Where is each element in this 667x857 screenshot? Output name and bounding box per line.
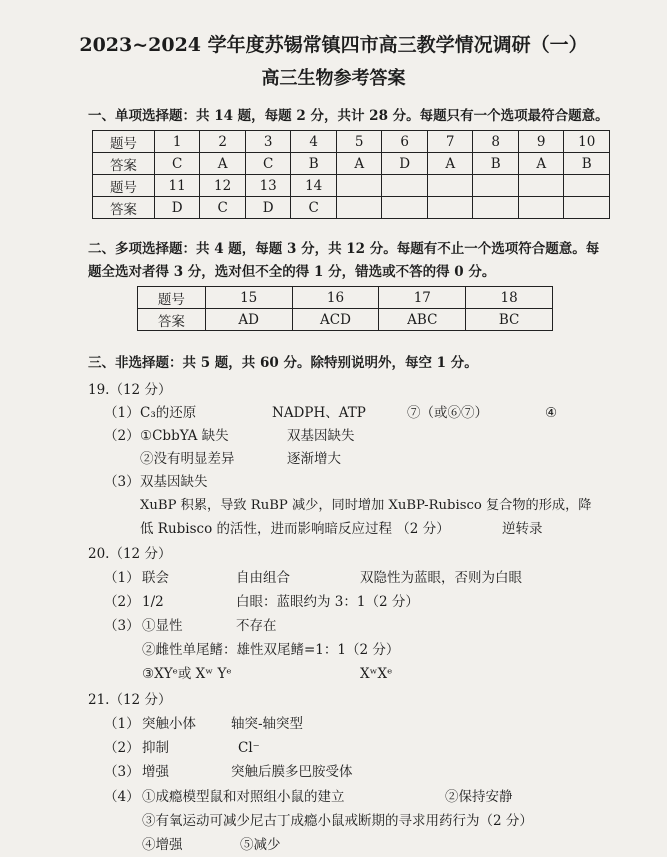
- question-number: 11: [154, 175, 200, 197]
- q19-part3-answer: XuBP 积累，导致 RuBP 减少，同时增加 XuBP-Rubisco 复合物的形成，降: [140, 498, 592, 513]
- q20-title: 20.（12 分）: [88, 546, 172, 562]
- section3-heading: 三、非选择题：共 5 题，共 60 分。除特别说明外，每空 1 分。: [88, 355, 478, 371]
- answer-cell: B: [473, 153, 519, 175]
- question-number: 7: [427, 131, 473, 153]
- answer-cell: A: [200, 153, 246, 175]
- answer-cell: C: [154, 153, 200, 175]
- question-number: [382, 175, 428, 197]
- q20-part2-answer: 白眼：蓝眼约为 3：1（2 分）: [236, 594, 419, 610]
- answer-cell: [382, 197, 428, 219]
- answer-cell: [427, 197, 473, 219]
- q20-part2-answer: 1/2: [142, 594, 164, 610]
- q19-part2-answer: 双基因缺失: [287, 428, 355, 444]
- table-row: [93, 131, 610, 153]
- q21-part1-answer: 轴突-轴突型: [231, 716, 304, 732]
- q20-part2-number: （2）: [104, 594, 140, 610]
- q20-part1-answer: 联会: [142, 570, 169, 586]
- question-number: 16: [292, 287, 379, 309]
- answer-cell: [336, 197, 382, 219]
- table-row: [138, 287, 553, 309]
- row-label: 题号: [93, 175, 155, 197]
- q19-part1-answer: C₃的还原: [140, 405, 197, 421]
- answer-cell: [518, 197, 564, 219]
- q21-part2-number: （2）: [104, 740, 140, 756]
- q21-part3-answer: 突触后膜多巴胺受体: [231, 764, 353, 780]
- answer-cell: D: [154, 197, 200, 219]
- q20-part3-answer: XʷXᵉ: [360, 666, 393, 682]
- question-number: 4: [291, 131, 337, 153]
- question-number: [336, 175, 382, 197]
- document-title: 2023~2024 学年度苏锡常镇四市高三教学情况调研（一）: [79, 34, 588, 56]
- section2-heading-line2: 题全选对者得 3 分，选对但不全的得 1 分，错选或不答的得 0 分。: [88, 264, 496, 280]
- q21-part4-answer: ③有氧运动可减少尼古丁成瘾小鼠戒断期的寻求用药行为（2 分）: [142, 813, 533, 829]
- q21-part4-answer: ②保持安静: [445, 789, 513, 805]
- answer-cell: B: [564, 153, 610, 175]
- question-number: 9: [518, 131, 564, 153]
- q19-part2-answer: ①CbbYA 缺失: [140, 428, 229, 444]
- question-number: 15: [205, 287, 292, 309]
- q21-part2-answer: Cl⁻: [238, 740, 260, 756]
- table-row: [138, 309, 553, 331]
- table-row: [93, 153, 610, 175]
- q20-part3-answer: ②雌性单尾鳍：雄性双尾鳍=1：1（2 分）: [142, 642, 400, 658]
- q20-part3-answer: 不存在: [236, 618, 277, 634]
- answer-cell: C: [291, 197, 337, 219]
- row-label: 答案: [93, 197, 155, 219]
- q21-part1-number: （1）: [104, 716, 140, 732]
- answer-cell: B: [291, 153, 337, 175]
- document-subtitle: 高三生物参考答案: [261, 68, 406, 89]
- answer-cell: [473, 197, 519, 219]
- q21-part1-answer: 突触小体: [142, 716, 196, 732]
- question-number: 10: [564, 131, 610, 153]
- answer-cell: AD: [205, 309, 292, 331]
- answer-cell: D: [245, 197, 291, 219]
- answer-cell: ACD: [292, 309, 379, 331]
- table-row: [93, 197, 610, 219]
- section1-heading: 一、单项选择题：共 14 题，每题 2 分，共计 28 分。每题只有一个选项最符合题意。: [88, 108, 609, 124]
- answer-cell: ABC: [379, 309, 466, 331]
- q20-part1-answer: 双隐性为蓝眼，否则为白眼: [360, 570, 522, 586]
- question-number: 6: [382, 131, 428, 153]
- q19-part1-number: （1）: [104, 405, 140, 421]
- answer-cell: A: [518, 153, 564, 175]
- question-number: 12: [200, 175, 246, 197]
- q21-title: 21.（12 分）: [88, 692, 172, 708]
- q19-part2-number: （2）: [104, 428, 140, 444]
- q21-part4-answer: ①成瘾模型鼠和对照组小鼠的建立: [142, 789, 345, 805]
- q19-part1-answer: ④: [545, 405, 558, 421]
- answer-cell: BC: [466, 309, 553, 331]
- question-number: 5: [336, 131, 382, 153]
- question-number: [473, 175, 519, 197]
- question-number: [518, 175, 564, 197]
- q19-part2-answer: ②没有明显差异: [140, 451, 235, 467]
- row-label: 答案: [93, 153, 155, 175]
- q20-part3-number: （3）: [104, 618, 140, 634]
- answer-cell: [564, 197, 610, 219]
- q19-part2-answer: 逐渐增大: [287, 451, 341, 467]
- answer-cell: D: [382, 153, 428, 175]
- question-number: 13: [245, 175, 291, 197]
- q19-part3-number: （3）: [104, 474, 140, 490]
- q19-part1-answer: ⑦（或⑥⑦）: [407, 405, 488, 421]
- question-number: [427, 175, 473, 197]
- multi-choice-table: [137, 286, 553, 331]
- q20-part3-answer: ①显性: [142, 618, 183, 634]
- q19-part3-answer: 双基因缺失: [140, 474, 208, 490]
- row-label: 答案: [138, 309, 206, 331]
- q20-part1-answer: 自由组合: [236, 570, 290, 586]
- question-number: 3: [245, 131, 291, 153]
- q19-part3-answer: 低 Rubisco 的活性，进而影响暗反应过程 （2 分）: [140, 521, 450, 537]
- q19-title: 19.（12 分）: [88, 382, 172, 398]
- q20-part3-answer: ③XYᵉ或 Xʷ Yᵉ: [142, 666, 232, 682]
- single-choice-table: [92, 130, 610, 219]
- question-number: 8: [473, 131, 519, 153]
- question-number: 1: [154, 131, 200, 153]
- table-row: [93, 175, 610, 197]
- row-label: 题号: [138, 287, 206, 309]
- q21-part4-answer: ⑤减少: [240, 837, 281, 853]
- q19-part1-answer: NADPH、ATP: [272, 405, 366, 421]
- section2-heading-line1: 二、多项选择题：共 4 题，每题 3 分，共 12 分。每题有不止一个选项符合题意。每: [88, 241, 600, 257]
- row-label: 题号: [93, 131, 155, 153]
- answer-cell: A: [427, 153, 473, 175]
- q21-part3-number: （3）: [104, 764, 140, 780]
- q21-part3-answer: 增强: [142, 764, 169, 780]
- question-number: 14: [291, 175, 337, 197]
- answer-cell: C: [200, 197, 246, 219]
- question-number: [564, 175, 610, 197]
- answer-cell: C: [245, 153, 291, 175]
- question-number: 2: [200, 131, 246, 153]
- q21-part4-answer: ④增强: [142, 837, 183, 853]
- q21-part2-answer: 抑制: [142, 740, 169, 756]
- q21-part4-number: （4）: [104, 789, 140, 805]
- q20-part1-number: （1）: [104, 570, 140, 586]
- q19-part3-answer: 逆转录: [502, 521, 543, 537]
- question-number: 17: [379, 287, 466, 309]
- answer-cell: A: [336, 153, 382, 175]
- question-number: 18: [466, 287, 553, 309]
